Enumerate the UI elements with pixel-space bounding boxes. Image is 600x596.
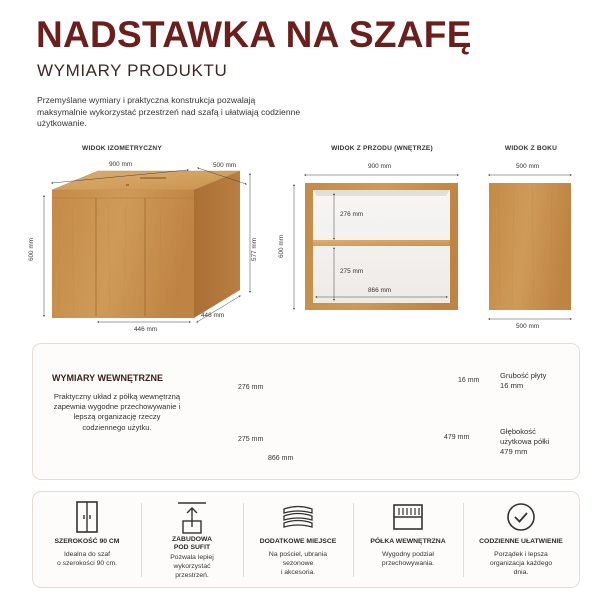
iso-width-label: 900 mm — [109, 161, 133, 168]
internal-shelf-bottom-label: 275 mm — [238, 436, 264, 443]
side-view-panel — [489, 183, 571, 310]
side-bottom-width-label: 500 mm — [516, 323, 540, 330]
iso-cabinet — [52, 171, 240, 318]
iso-view-label: WIDOK IZOMETRYCZNY — [82, 145, 162, 152]
feature-extra-space: DODATKOWE MIEJSCE Na pościel, ubrania sezonowe i akcesoria. — [244, 491, 352, 588]
front-inner-width-label: 866 mm — [368, 287, 392, 294]
front-width-label: 900 mm — [368, 163, 392, 170]
thickness-value: 16 mm — [458, 377, 480, 384]
iso-front-left-label: 446 mm — [134, 326, 158, 333]
iso-depth-label: 500 mm — [213, 162, 237, 169]
feature-inner-shelf: PÓŁKA WEWNĘTRZNA Wygodny podział przechowywania. — [354, 491, 462, 588]
internal-shelf-top-label: 276 mm — [238, 384, 264, 391]
front-height-label: 600 mm — [278, 234, 286, 259]
depth-value: 479 mm — [444, 434, 470, 441]
front-shelf-top-label: 276 mm — [340, 211, 364, 218]
shelf-icon — [388, 499, 428, 535]
iso-height-label: 600 mm — [28, 237, 36, 262]
intro-text: Przemyślane wymiary i praktyczna konstrukcja pozwalają maksymalnie wykorzystać przestrzeń nad szafą i ułatwiają codzienne użytkowanie. — [37, 95, 301, 128]
side-top-width-label: 500 mm — [516, 163, 540, 170]
iso-front-right-label: 446 mm — [201, 312, 225, 319]
iso-inner-height-label: 577 mm — [251, 237, 259, 262]
page-subtitle: WYMIARY PRODUKTU — [37, 61, 228, 80]
feature-ceiling: ZABUDOWA POD SUFIT Pozwala lepiej wykorzystać przestrzeń. — [142, 491, 242, 588]
internal-panel-text: Praktyczny układ z półką wewnętrzną zapewnia wygodne przechowywanie i lepszą organizację rzeczy codziennego użytku. — [53, 392, 181, 432]
side-view-label: WIDOK Z BOKU — [504, 145, 558, 152]
internal-inner-width-label: 866 mm — [268, 455, 294, 462]
feature-daily: CODZIENNE UŁATWIENIE Porządek i lepsza organizacja każdego dnia. — [464, 491, 578, 588]
internal-panel-title: WYMIARY WEWNĘTRZNE — [52, 373, 163, 383]
front-shelf-bottom-label: 275 mm — [340, 268, 364, 275]
ceiling-arrow-icon — [174, 499, 210, 535]
check-circle-icon — [503, 499, 539, 535]
wardrobe-icon — [69, 499, 105, 535]
thickness-label: Grubość płyty 16 mm — [500, 371, 547, 390]
depth-label: Głębokość użytkowa półki 479 mm — [500, 427, 550, 456]
feature-width: SZEROKOŚĆ 90 CM Idealna do szaf o szerokości 90 cm. — [34, 491, 140, 588]
page-title: NADSTAWKA NA SZAFĘ — [36, 14, 472, 55]
front-view-label: WIDOK Z PRZODU (WNĘTRZE) — [331, 145, 433, 152]
folded-linens-icon — [278, 499, 318, 535]
